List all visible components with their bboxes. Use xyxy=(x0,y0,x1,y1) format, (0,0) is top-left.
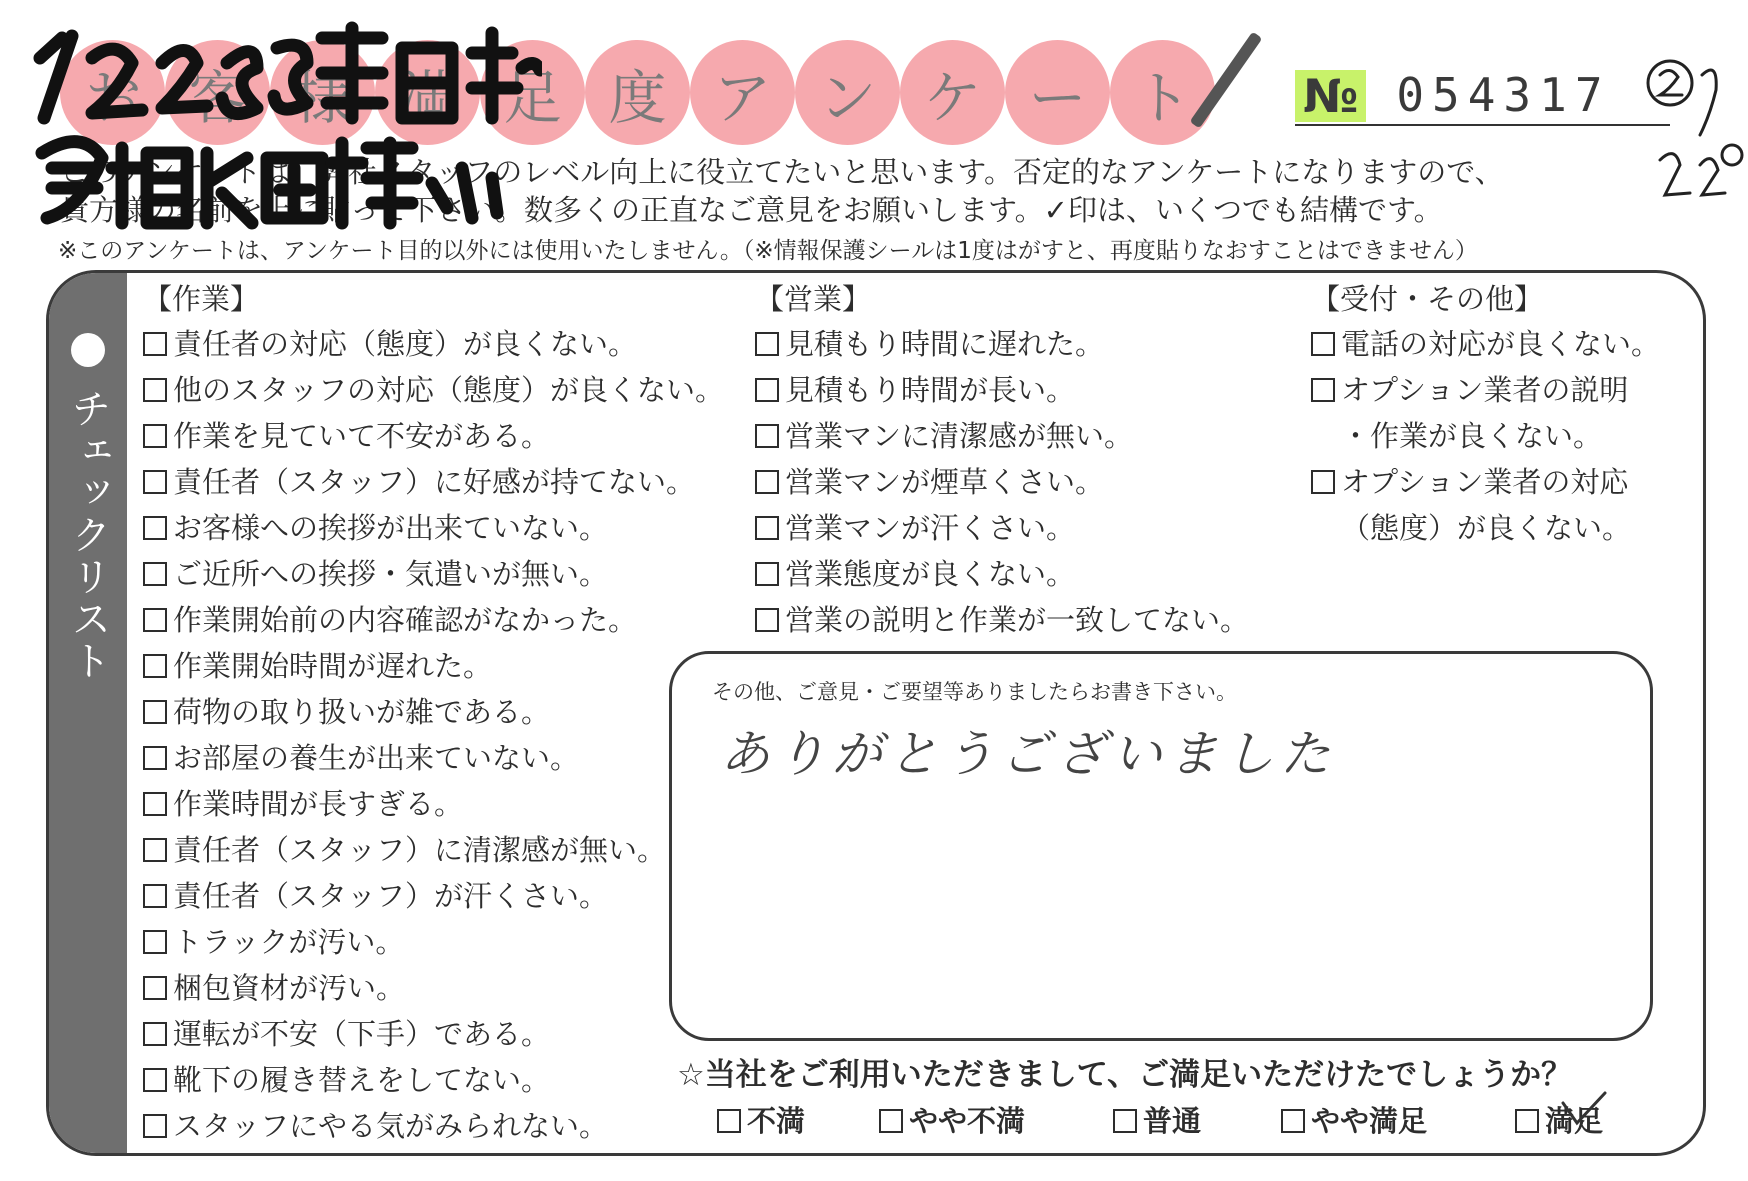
handwritten-scribble xyxy=(22,18,542,243)
work-item[interactable]: 梱包資材が汚い。 xyxy=(143,965,724,1011)
checkbox[interactable] xyxy=(143,838,167,862)
side-band xyxy=(49,273,127,1153)
title-char: 客 xyxy=(165,40,270,145)
work-item[interactable]: 責任者（スタッフ）が汗くさい。 xyxy=(143,873,724,919)
checkbox[interactable] xyxy=(1311,470,1335,494)
checkbox[interactable] xyxy=(143,562,167,586)
reception-item[interactable]: 電話の対応が良くない。 xyxy=(1311,321,1660,367)
checkbox[interactable] xyxy=(755,516,779,540)
checkbox[interactable] xyxy=(755,332,779,356)
checkbox[interactable] xyxy=(1113,1109,1137,1133)
handwritten-note xyxy=(1640,55,1748,205)
work-item[interactable]: ご近所への挨拶・気遣いが無い。 xyxy=(143,551,724,597)
reception-item[interactable]: オプション業者の説明 xyxy=(1311,367,1660,413)
reception-heading: 【受付・その他】 xyxy=(1311,282,1544,316)
work-item[interactable]: 作業開始時間が遅れた。 xyxy=(143,643,724,689)
work-item[interactable]: 責任者（スタッフ）に好感が持てない。 xyxy=(143,459,724,505)
checkbox[interactable] xyxy=(143,1068,167,1092)
intro-line-2: 貴方様の名前を上に貼って下さい。数多くの正直なご意見をお願いします。✓印は、いくつでも結構です。 xyxy=(60,193,1443,227)
work-item[interactable]: スタッフにやる気がみられない。 xyxy=(143,1103,724,1149)
work-item[interactable]: お部屋の養生が出来ていない。 xyxy=(143,735,724,781)
reception-item[interactable]: オプション業者の対応 xyxy=(1311,459,1660,505)
option-satisfied[interactable]: 満足 xyxy=(1515,1099,1603,1140)
checkbox[interactable] xyxy=(143,424,167,448)
reception-item-continuation: （態度）が良くない。 xyxy=(1341,511,1632,545)
work-item[interactable]: 靴下の履き替えをしてない。 xyxy=(143,1057,724,1103)
work-item[interactable]: トラックが汚い。 xyxy=(143,919,724,965)
work-item[interactable]: 運転が不安（下手）である。 xyxy=(143,1011,724,1057)
checkbox[interactable] xyxy=(1515,1109,1539,1133)
number-value: 054317 xyxy=(1396,68,1611,122)
checkbox[interactable] xyxy=(143,1022,167,1046)
work-item[interactable]: 荷物の取り扱いが雑である。 xyxy=(143,689,724,735)
work-heading: 【作業】 xyxy=(143,282,260,316)
sales-item[interactable]: 見積もり時間に遅れた。 xyxy=(755,321,1249,367)
checkbox[interactable] xyxy=(143,1114,167,1138)
sales-item[interactable]: 見積もり時間が長い。 xyxy=(755,367,1249,413)
checkbox[interactable] xyxy=(143,470,167,494)
work-item[interactable]: 作業時間が長すぎる。 xyxy=(143,781,724,827)
checkbox[interactable] xyxy=(879,1109,903,1133)
sales-item[interactable]: 営業態度が良くない。 xyxy=(755,551,1249,597)
title-char: 満 xyxy=(375,40,480,145)
checkbox[interactable] xyxy=(143,884,167,908)
title-char: 足 xyxy=(480,40,585,145)
satisfaction-question: ☆当社をご利用いただきまして、ご満足いただけたでしょうか？ xyxy=(677,1057,1573,1093)
work-item[interactable]: 責任者の対応（態度）が良くない。 xyxy=(143,321,724,367)
checkbox[interactable] xyxy=(143,378,167,402)
checkbox[interactable] xyxy=(143,930,167,954)
work-item[interactable]: 作業開始前の内容確認がなかった。 xyxy=(143,597,724,643)
checkbox[interactable] xyxy=(143,654,167,678)
checkbox[interactable] xyxy=(143,976,167,1000)
checkbox[interactable] xyxy=(755,562,779,586)
checkbox[interactable] xyxy=(143,700,167,724)
number-underline xyxy=(1295,124,1670,126)
number-mark: № xyxy=(1295,70,1366,122)
checkbox[interactable] xyxy=(717,1109,741,1133)
checkbox[interactable] xyxy=(143,332,167,356)
title-char: ー xyxy=(1005,40,1110,145)
checkbox[interactable] xyxy=(755,608,779,632)
title-char: ア xyxy=(690,40,795,145)
bullet-icon xyxy=(71,333,105,367)
reception-item-continuation: ・作業が良くない。 xyxy=(1341,419,1603,453)
option-dissatisfied[interactable]: 不満 xyxy=(717,1099,805,1140)
check-mark-icon xyxy=(1559,1089,1609,1139)
work-section xyxy=(143,281,724,1149)
sales-item[interactable]: 営業の説明と作業が一致してない。 xyxy=(755,597,1249,643)
work-item[interactable]: 他のスタッフの対応（態度）が良くない。 xyxy=(143,367,724,413)
title-char: ン xyxy=(795,40,900,145)
reception-section xyxy=(1311,281,1660,551)
privacy-notice: ※このアンケートは、アンケート目的以外には使用いたしません。（※情報保護シールは1度はがすと、再度貼りなおすことはできません） xyxy=(58,238,1478,264)
sales-section xyxy=(755,281,1249,643)
checkbox[interactable] xyxy=(143,608,167,632)
handwritten-comment: ありがとうございました xyxy=(720,725,1336,783)
serial-number xyxy=(1295,68,1611,122)
checkbox[interactable] xyxy=(1311,332,1335,356)
title-char: ケ xyxy=(900,40,1005,145)
intro-line-1: このアンケートは、弊社スタッフのレベル向上に役立てたいと思います。否定的なアンケートになりますので、 xyxy=(60,155,1504,189)
sales-item[interactable]: 営業マンが汗くさい。 xyxy=(755,505,1249,551)
checkbox[interactable] xyxy=(755,378,779,402)
title-char: ト xyxy=(1110,40,1215,145)
sales-heading: 【営業】 xyxy=(755,282,872,316)
checkbox[interactable] xyxy=(755,424,779,448)
work-item[interactable]: お客様への挨拶が出来ていない。 xyxy=(143,505,724,551)
title-char: お xyxy=(60,40,165,145)
title-char: 様 xyxy=(270,40,375,145)
checkbox[interactable] xyxy=(143,792,167,816)
sales-item[interactable]: 営業マンに清潔感が無い。 xyxy=(755,413,1249,459)
checkbox[interactable] xyxy=(1311,378,1335,402)
checkbox[interactable] xyxy=(143,746,167,770)
checkbox[interactable] xyxy=(1281,1109,1305,1133)
work-item[interactable]: 責任者（スタッフ）に清潔感が無い。 xyxy=(143,827,724,873)
option-somewhat-satisfied[interactable]: やや満足 xyxy=(1281,1099,1427,1140)
title-char: 度 xyxy=(585,40,690,145)
comment-box[interactable] xyxy=(669,651,1653,1041)
side-label: チェックリスト xyxy=(65,388,111,682)
checkbox[interactable] xyxy=(143,516,167,540)
option-neutral[interactable]: 普通 xyxy=(1113,1099,1201,1140)
checkbox[interactable] xyxy=(755,470,779,494)
checklist-frame xyxy=(46,270,1706,1156)
sales-item[interactable]: 営業マンが煙草くさい。 xyxy=(755,459,1249,505)
comment-label: その他、ご意見・ご要望等ありましたらお書き下さい。 xyxy=(712,680,1237,704)
work-item[interactable]: 作業を見ていて不安がある。 xyxy=(143,413,724,459)
option-somewhat-dissatisfied[interactable]: やや不満 xyxy=(879,1099,1025,1140)
